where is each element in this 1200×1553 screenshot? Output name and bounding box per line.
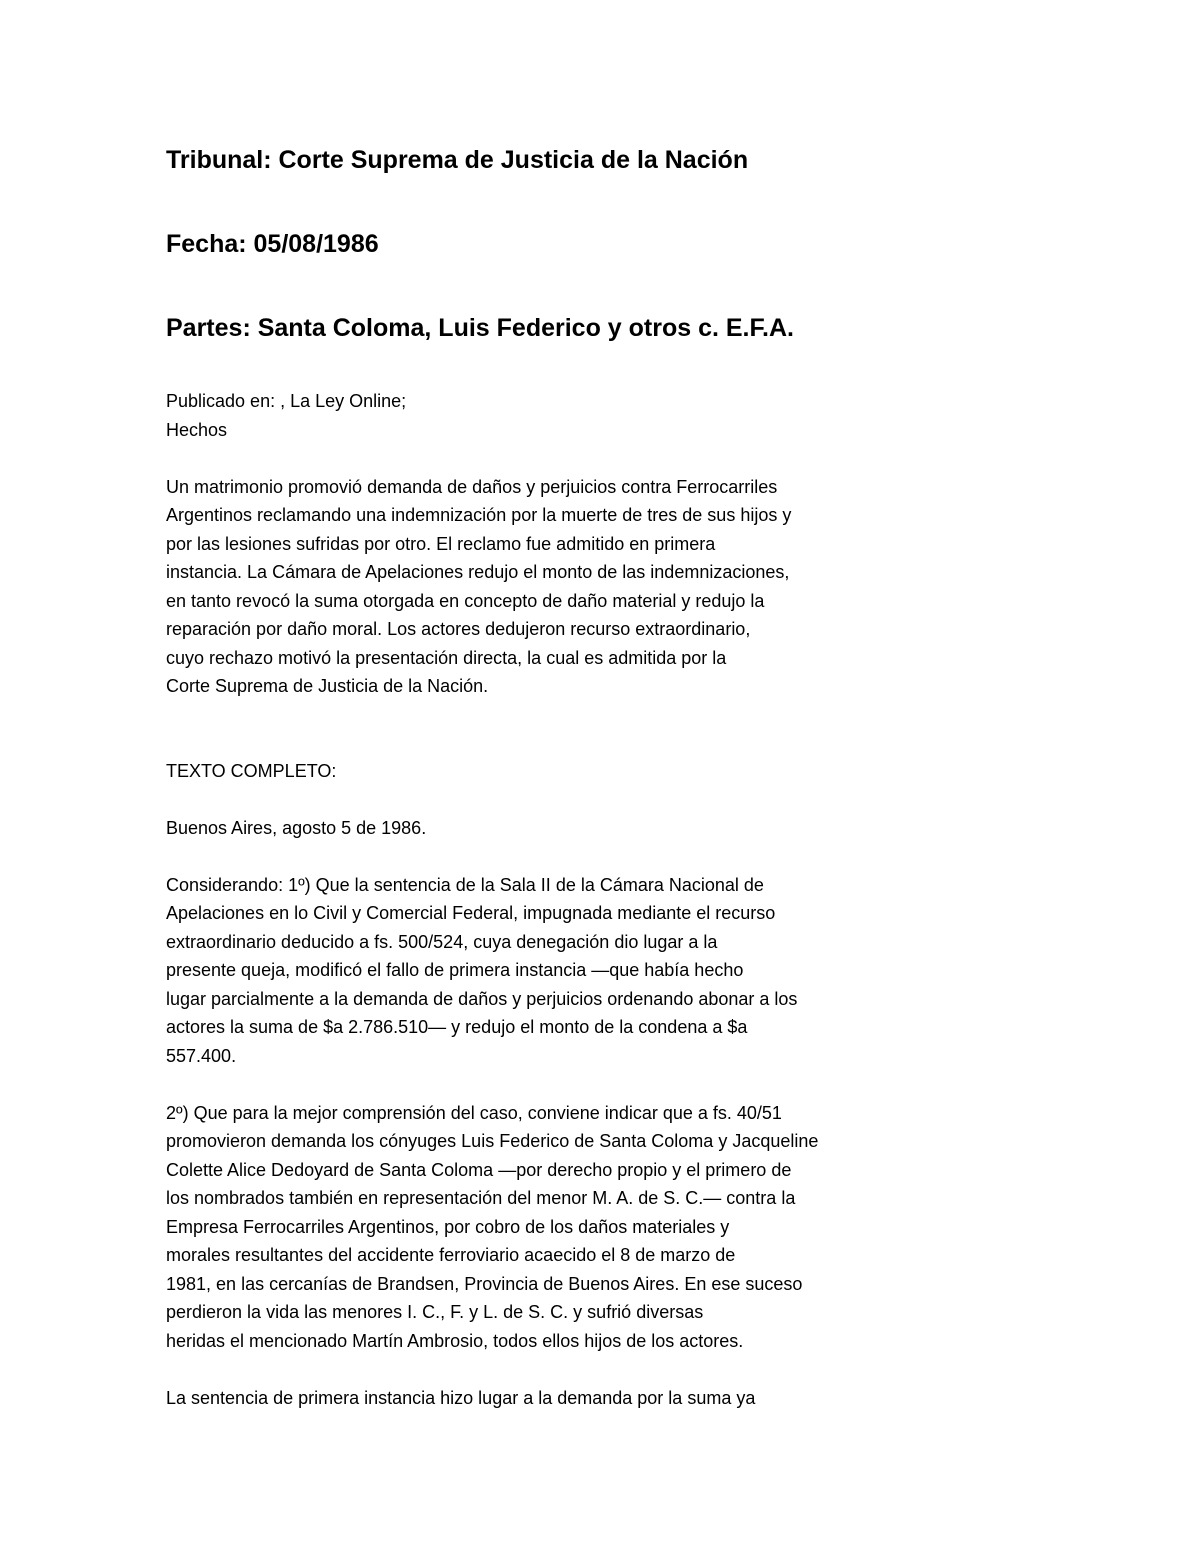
considerando-2-line: 1981, en las cercanías de Brandsen, Provincia de Buenos Aires. En ese suceso [166,1274,803,1294]
hechos-line: reparación por daño moral. Los actores dedujeron recurso extraordinario, [166,619,751,639]
considerando-2-line: los nombrados también en representación del menor M. A. de S. C.— contra la [166,1188,796,1208]
heading-partes: Partes: Santa Coloma, Luis Federico y otros c. E.F.A. [166,314,794,342]
hechos-line: por las lesiones sufridas por otro. El reclamo fue admitido en primera [166,534,716,554]
considerando-2-line: heridas el mencionado Martín Ambrosio, todos ellos hijos de los actores. [166,1331,744,1351]
considerando-1-line: Apelaciones en lo Civil y Comercial Federal, impugnada mediante el recurso [166,903,776,923]
considerando-2-line: perdieron la vida las menores I. C., F. y L. de S. C. y sufrió diversas [166,1302,704,1322]
considerando-2-line: Empresa Ferrocarriles Argentinos, por cobro de los daños materiales y [166,1217,730,1237]
texto-completo-label: TEXTO COMPLETO: [166,761,337,781]
considerando-2-line: morales resultantes del accidente ferroviario acaecido el 8 de marzo de [166,1245,736,1265]
publicado-line: Publicado en: , La Ley Online; [166,391,407,411]
considerando-1-line: 557.400. [166,1046,237,1066]
final-paragraph-line: La sentencia de primera instancia hizo lugar a la demanda por la suma ya [166,1388,756,1408]
considerando-2-line: 2º) Que para la mejor comprensión del caso, conviene indicar que a fs. 40/51 [166,1103,782,1123]
hechos-line: Argentinos reclamando una indemnización por la muerte de tres de sus hijos y [166,505,792,525]
considerando-1-line: presente queja, modificó el fallo de primera instancia —que había hecho [166,960,744,980]
considerando-2-line: Colette Alice Dedoyard de Santa Coloma —por derecho propio y el primero de [166,1160,792,1180]
hechos-line: Un matrimonio promovió demanda de daños y perjuicios contra Ferrocarriles [166,477,778,497]
hechos-label: Hechos [166,420,228,440]
heading-fecha: Fecha: 05/08/1986 [166,230,379,258]
considerando-1-line: lugar parcialmente a la demanda de daños y perjuicios ordenando abonar a los [166,989,798,1009]
heading-tribunal: Tribunal: Corte Suprema de Justicia de la Nación [166,146,749,174]
considerando-2-line: promovieron demanda los cónyuges Luis Federico de Santa Coloma y Jacqueline [166,1131,819,1151]
considerando-1-line: Considerando: 1º) Que la sentencia de la Sala II de la Cámara Nacional de [166,875,764,895]
fecha-lugar-line: Buenos Aires, agosto 5 de 1986. [166,818,427,838]
considerando-1-line: extraordinario deducido a fs. 500/524, cuya denegación dio lugar a la [166,932,718,952]
hechos-line: Corte Suprema de Justicia de la Nación. [166,676,489,696]
hechos-line: en tanto revocó la suma otorgada en concepto de daño material y redujo la [166,591,765,611]
considerando-1-line: actores la suma de $a 2.786.510— y redujo el monto de la condena a $a [166,1017,748,1037]
hechos-line: cuyo rechazo motivó la presentación directa, la cual es admitida por la [166,648,727,668]
hechos-line: instancia. La Cámara de Apelaciones redujo el monto de las indemnizaciones, [166,562,790,582]
